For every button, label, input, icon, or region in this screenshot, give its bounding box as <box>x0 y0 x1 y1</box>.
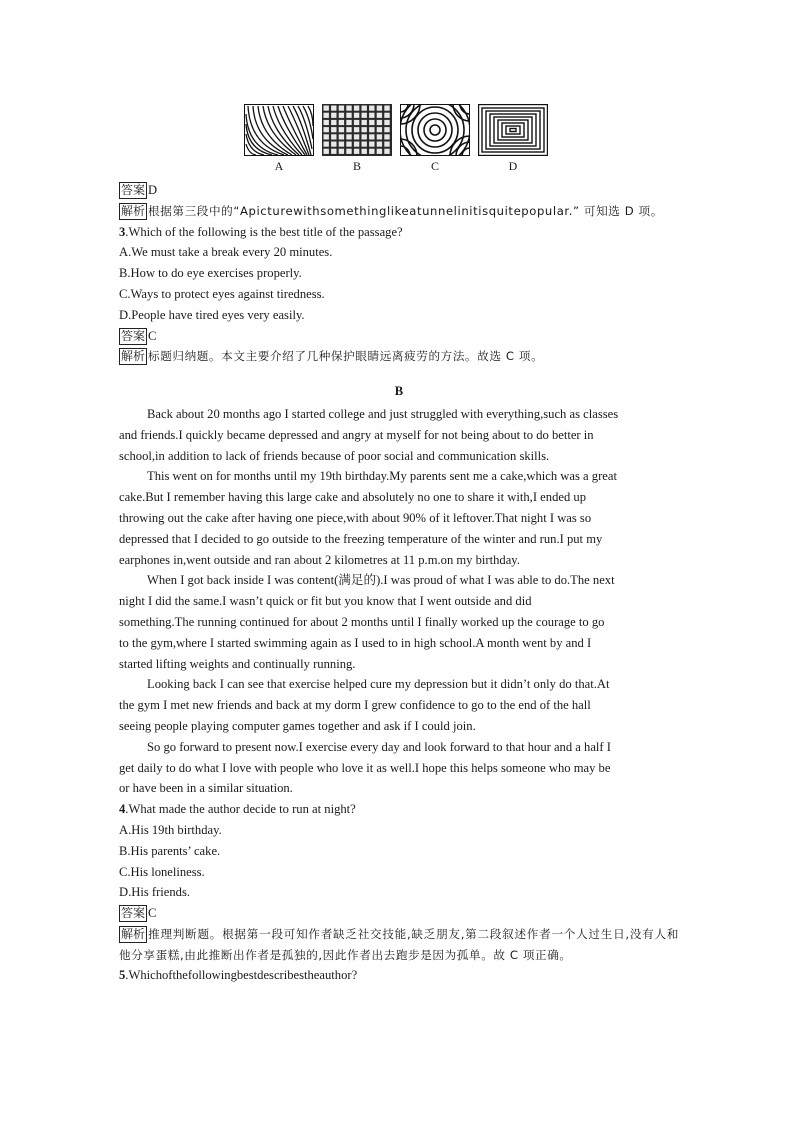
q2-answer: D <box>148 183 158 197</box>
figure-c-label: C <box>430 159 439 173</box>
q3-question-text: .Which of the following is the best title of the passage? <box>125 224 403 239</box>
figure-a <box>244 104 314 173</box>
q2-answer-line <box>119 180 679 201</box>
figure-d-label: D <box>508 159 518 173</box>
q3-answer: C <box>148 328 157 343</box>
wavy-lines-icon <box>400 104 470 156</box>
passage-line: seeing people playing computer games together and ask if I could join. <box>119 718 476 733</box>
q2-analysis-line <box>119 201 679 222</box>
passage-line: This went on for months until my 19th birthday.My parents sent me a cake,which was a great <box>147 469 617 484</box>
q3-question <box>119 222 679 243</box>
answer-tag: 答案 <box>121 328 146 343</box>
q4-analysis-line <box>119 924 679 966</box>
q3-option-a: A.We must take a break every 20 minutes. <box>119 245 333 260</box>
passage-line: get daily to do what I love with people who love it as well.I hope this helps someone who may be <box>119 760 611 775</box>
passage-line: throwing out the cake after having one piece,with about 90% of it leftover.That night I was so <box>119 510 592 525</box>
passage-line: So go forward to present now.I exercise every day and look forward to that hour and a half I <box>147 739 611 754</box>
figure-b-label: B <box>352 159 361 173</box>
passage-line: or have been in a similar situation. <box>119 781 293 796</box>
q4-option-a: A.His 19th birthday. <box>119 822 222 837</box>
figure-c <box>400 104 470 173</box>
q4-option-c: C.His loneliness. <box>119 864 205 879</box>
analysis-tag: 解析 <box>121 926 146 941</box>
section-heading: B <box>394 384 404 399</box>
q3-number: 3 <box>119 224 126 239</box>
passage-line: Back about 20 months ago I started college and just struggled with everything,such as classes <box>147 406 619 421</box>
q3-answer-line <box>119 326 679 347</box>
q4-analysis: 推理判断题。根据第一段可知作者缺乏社交技能,缺乏朋友,第二段叙述作者一个人过生日,没有人和他分享蛋糕,由此推断出作者是孤独的,因此作者出去跑步是因为孤单。故 C 项正确。 <box>119 926 679 962</box>
q4-number: 4 <box>119 802 126 817</box>
grid-squares-icon <box>322 104 392 156</box>
figure-row <box>244 104 554 174</box>
passage-line: cake.But I remember having this large cake and absolutely no one to share it with,I ended up <box>119 490 586 505</box>
q3-option-c: C.Ways to protect eyes against tiredness. <box>119 286 325 301</box>
document-body <box>119 180 679 986</box>
answer-tag: 答案 <box>121 906 146 921</box>
passage-line: and friends.I quickly became depressed and angry at myself for not being about to do better in <box>119 427 594 442</box>
passage-line: When I got back inside I was content(满足的).I was proud of what I was able to do.The next <box>147 573 615 588</box>
passage-line: started lifting weights and continually running. <box>119 656 356 671</box>
q4-option-b: B.His parents’ cake. <box>119 843 221 858</box>
answer-tag: 答案 <box>121 183 146 197</box>
q3-analysis-line <box>119 346 679 367</box>
passage-line: night I did the same.I wasn’t quick or fit but you know that I went outside and did <box>119 594 532 609</box>
analysis-tag: 解析 <box>121 349 146 364</box>
passage <box>119 404 679 799</box>
q2-analysis: 根据第三段中的“Apicturewithsomethinglikeatunnelinitisquitepopular.” 可知选 D 项。 <box>148 203 663 218</box>
passage-line: earphones in,went outside and ran about 2 kilometres at 11 p.m.on my birthday. <box>119 552 520 567</box>
q5-question-text: .Whichofthefollowingbestdescribestheauthor? <box>125 968 358 983</box>
figure-b <box>322 104 392 173</box>
passage-line: depressed that I decided to go outside to the freezing temperature of the winter and run.I put my <box>119 531 603 546</box>
figure-a-label: A <box>274 159 284 173</box>
q4-answer-line <box>119 903 679 924</box>
passage-line: the gym I met new friends and back at my dorm I grew confidence to go to the end of the hall <box>119 698 591 713</box>
q5-number: 5 <box>119 968 126 983</box>
curved-lines-icon <box>244 104 314 156</box>
analysis-tag: 解析 <box>121 203 146 218</box>
q3-analysis: 标题归纳题。本文主要介绍了几种保护眼睛远离疲劳的方法。故选 C 项。 <box>148 349 544 364</box>
passage-line: something.The running continued for about 2 months until I finally worked up the courage to go <box>119 614 605 629</box>
passage-line: school,in addition to lack of friends because of poor social and communication skills. <box>119 448 550 463</box>
concentric-tunnel-icon <box>478 104 548 156</box>
passage-line: Looking back I can see that exercise helped cure my depression but it didn’t only do that.At <box>147 677 610 692</box>
q4-question-text: .What made the author decide to run at night? <box>125 802 356 817</box>
q3-option-d: D.People have tired eyes very easily. <box>119 307 305 322</box>
figure-d <box>478 104 548 173</box>
q3-option-b: B.How to do eye exercises properly. <box>119 266 302 281</box>
q4-answer: C <box>148 906 157 921</box>
q5-question <box>119 965 679 986</box>
q4-question <box>119 799 679 820</box>
passage-line: to the gym,where I started swimming again as I used to in high school.A month went by and I <box>119 635 592 650</box>
q4-option-d: D.His friends. <box>119 885 191 900</box>
